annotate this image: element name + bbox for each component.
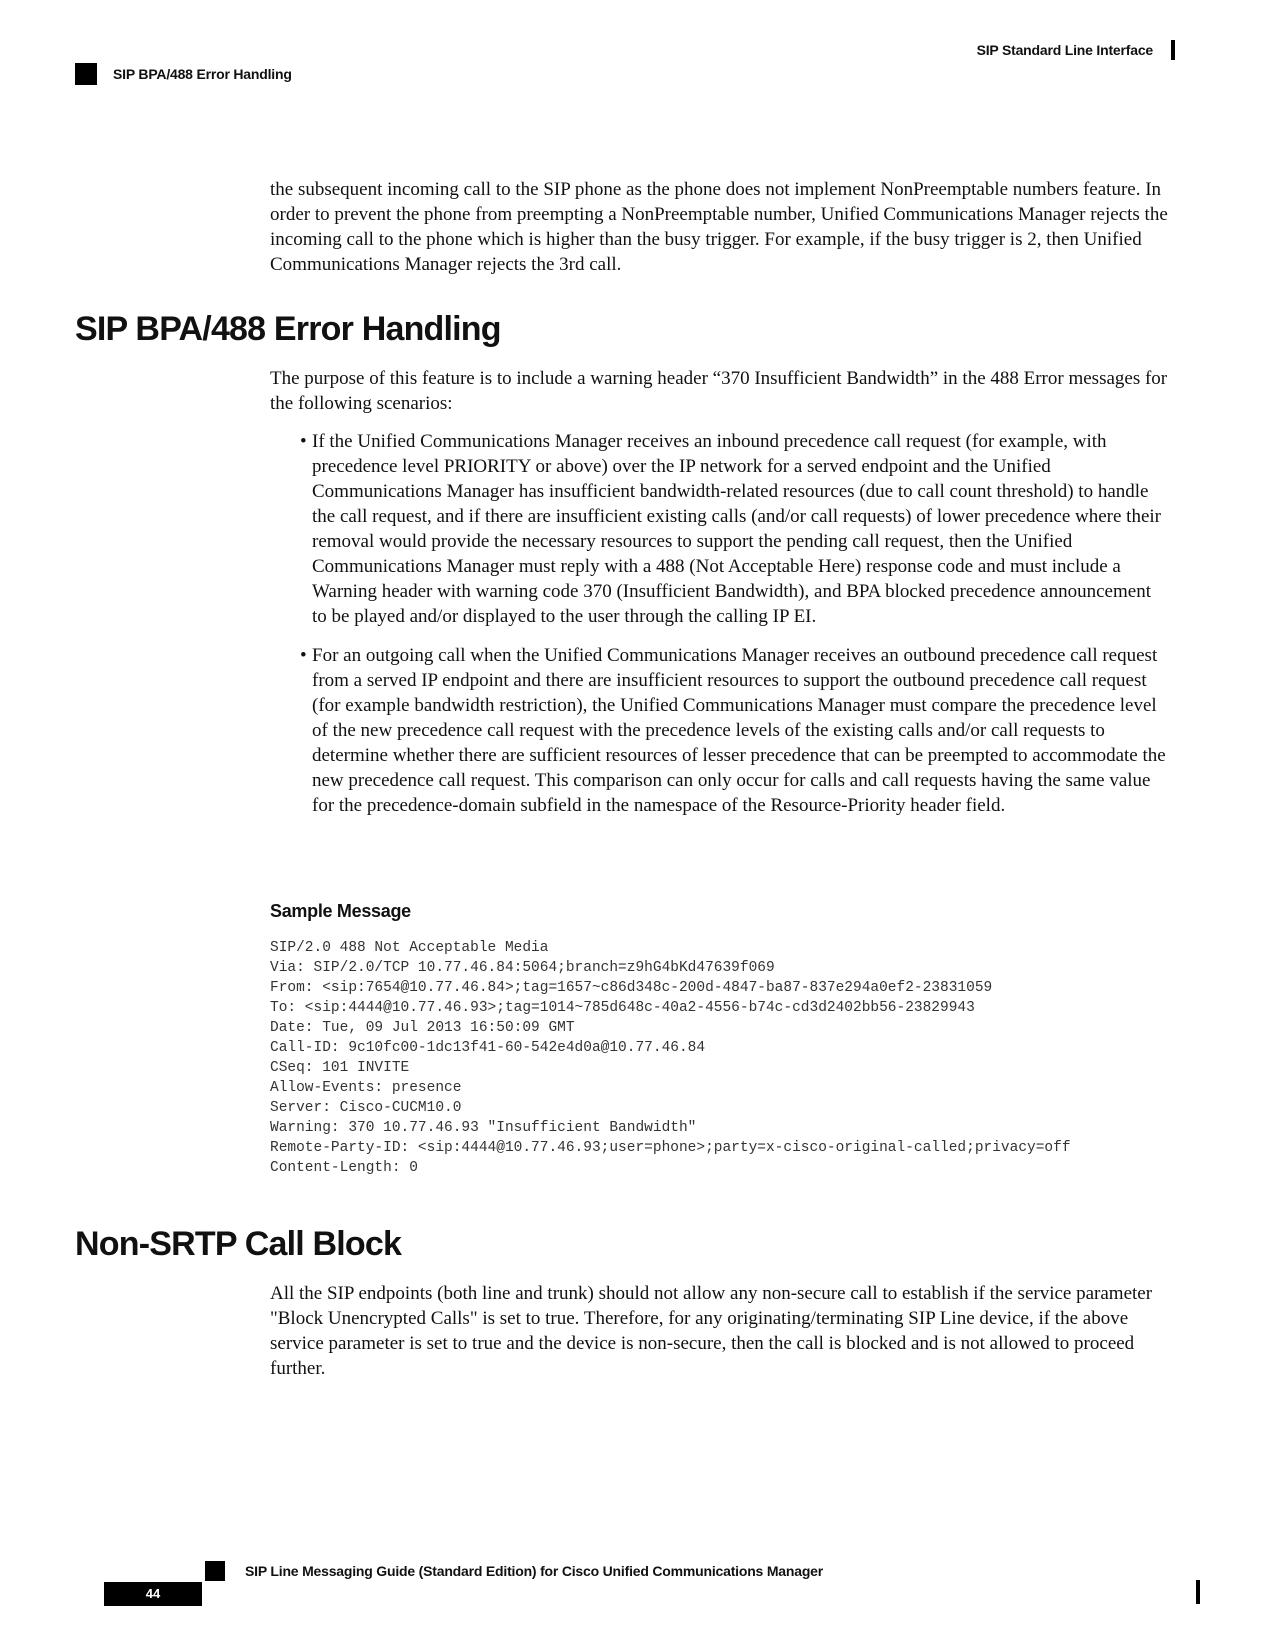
code-line: Remote-Party-ID: <sip:4444@10.77.46.93;user=phone>;party=x-cisco-original-called;privacy=off: [270, 1140, 1071, 1156]
code-line: Content-Length: 0: [270, 1160, 418, 1176]
code-line: Warning: 370 10.77.46.93 "Insufficient Bandwidth": [270, 1120, 697, 1136]
scenario-bullet-list: [300, 429, 1170, 818]
section-heading-non-srtp: Non-SRTP Call Block: [75, 1225, 402, 1263]
code-line: Date: Tue, 09 Jul 2013 16:50:09 GMT: [270, 1020, 575, 1036]
section-srtp-body: [270, 1281, 1170, 1381]
code-line: Via: SIP/2.0/TCP 10.77.46.84:5064;branch=z9hG4bKd47639f069: [270, 960, 775, 976]
footer-guide-title: [205, 1561, 823, 1581]
intro-paragraph-block: [270, 177, 1170, 277]
list-item-text: For an outgoing call when the Unified Communications Manager receives an outbound precedence call request from a served IP endpoint and there are insufficient resources to support the outbound precedence call request (for example bandwidth restriction), the Unified Communications Manager must compare the precedence level of the new precedence call request with the precedence levels of the existing calls and/or call requests to determine whether there are sufficient resources of lesser precedence that can be preempted to accommodate the new precedence call request. This comparison can only occur for calls and call requests having the same value for the precedence-domain subfield in the namespace of the Resource-Priority header field.: [312, 645, 1166, 816]
running-header-chapter-title: SIP Standard Line Interface: [976, 42, 1153, 58]
code-line: Server: Cisco-CUCM10.0: [270, 1100, 462, 1116]
code-line: To: <sip:4444@10.77.46.93>;tag=1014~785d648c-40a2-4556-b74c-cd3d2402bb56-23829943: [270, 1000, 975, 1016]
footer-title-text: SIP Line Messaging Guide (Standard Edition) for Cisco Unified Communications Manager: [245, 1563, 824, 1579]
section-bpa-body: [270, 366, 1170, 832]
header-bar-marker: [1171, 40, 1175, 60]
code-line: Call-ID: 9c10fc00-1dc13f41-60-542e4d0a@10.77.46.84: [270, 1040, 706, 1056]
footer-block-marker: [205, 1561, 225, 1581]
list-item: [300, 643, 1170, 818]
intro-paragraph: the subsequent incoming call to the SIP phone as the phone does not implement NonPreemptable numbers feature. In order to prevent the phone from preempting a NonPreemptable number, Unified Communications Manager rejects the incoming call to the phone which is higher than the busy trigger. For example, if the busy trigger is 2, then Unified Communications Manager rejects the 3rd call.: [270, 179, 1168, 275]
code-line: From: <sip:7654@10.77.46.84>;tag=1657~c86d348c-200d-4847-ba87-837e294a0ef2-23831059: [270, 980, 993, 996]
bullet-marker: •: [300, 645, 307, 666]
list-item: [300, 429, 1170, 629]
list-item-text: If the Unified Communications Manager receives an inbound precedence call request (for example, with precedence level PRIORITY or above) over the IP network for a served endpoint and the Unified Communications Manager has insufficient bandwidth-related resources (due to call count threshold) to handle the call request, and if there are insufficient existing calls (and/or call requests) of lower precedence where their removal would provide the necessary resources to support the pending call request, then the Unified Communications Manager must reply with a 488 (Not Acceptable Here) response code and must include a Warning header with warning code 370 (Insufficient Bandwidth), and BPA blocked precedence announcement to be played and/or displayed to the user through the calling IP EI.: [312, 431, 1161, 627]
sample-message-heading: Sample Message: [270, 901, 411, 921]
footer-bar-marker: [1196, 1580, 1200, 1604]
section-bpa-paragraph: The purpose of this feature is to include a warning header “370 Insufficient Bandwidth” in the 488 Error messages for the following scenarios:: [270, 368, 1168, 414]
header-block-marker: [75, 63, 97, 85]
section-srtp-paragraph: All the SIP endpoints (both line and trunk) should not allow any non-secure call to establish if the service parameter "Block Unencrypted Calls" is set to true. Therefore, for any originating/terminating SIP Line device, if the above service parameter is set to true and the device is non-secure, then the call is blocked and is not allowed to proceed further.: [270, 1283, 1153, 1379]
running-header-section-title: SIP BPA/488 Error Handling: [113, 66, 292, 82]
code-line: Allow-Events: presence: [270, 1080, 462, 1096]
code-line: SIP/2.0 488 Not Acceptable Media: [270, 940, 549, 956]
running-header-right: [977, 40, 1175, 60]
bullet-marker: •: [300, 431, 307, 452]
page-number: 44: [104, 1582, 202, 1606]
running-header-left: [75, 63, 292, 85]
code-line: CSeq: 101 INVITE: [270, 1060, 410, 1076]
section-heading-bpa: SIP BPA/488 Error Handling: [75, 310, 501, 348]
sample-message-code: [270, 938, 1071, 1178]
